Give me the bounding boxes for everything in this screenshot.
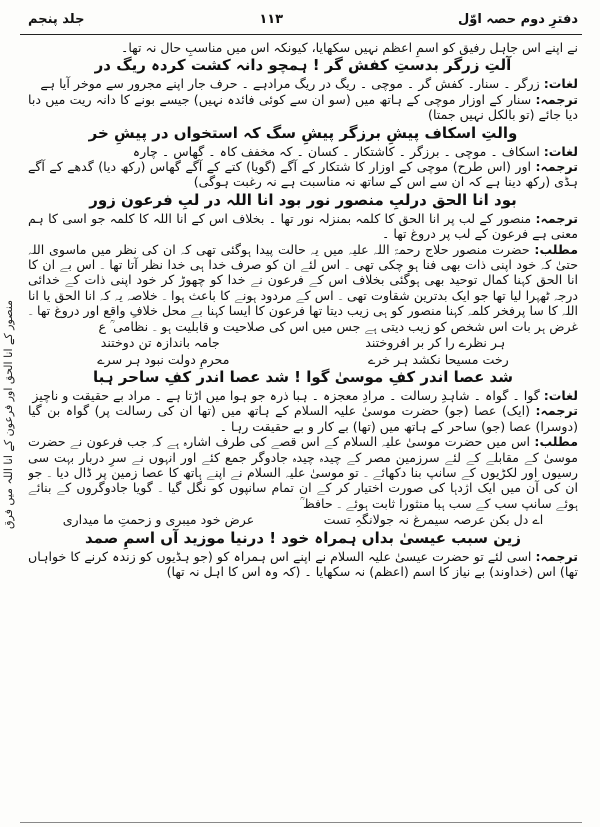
verse-line: بود انا الحق درلبِ منصور نور بود انا اللہ در لبِ فرعون زور: [89, 190, 517, 209]
paragraph-text: اسکاف ۔ موچی ۔ برزگر ۔ کاشتکار ۔ کسان ۔ کہ مخفف کاہ ۔ گھاس ۔ چارہ: [132, 143, 540, 159]
paragraph-text: نے اپنے اس جاہل رفیق کو اسمِ اعظم نہیں سکھایا، کیونکہ اس میں مناسبِ حال نہ تھا۔: [120, 40, 578, 55]
paragraph: [28, 242, 578, 334]
paragraph-label: ترجمہ:: [535, 159, 578, 175]
page-number: ۱۱۳: [259, 11, 284, 27]
paragraph: [28, 40, 578, 55]
paragraph-label: ترجمہ:: [535, 403, 578, 419]
couplet: [28, 335, 578, 350]
header-rule: [20, 34, 582, 35]
verse-line: آلتِ زرگر بدستِ کفش گر ! ہمچو دانہ کشت کردہ ریگ در: [94, 56, 512, 75]
paragraph-label: ترجمہ:: [535, 548, 578, 564]
couplet-right-hemistich: ہر نظرے را کر بر افروختند: [365, 335, 506, 351]
paragraph-text: منصور کے لب پر انا الحق کا کلمہ بمنزلہ نور تھا ۔ بخلاف اس کے انا اللہ کا کلمہ جو اسی کا ہم معنی ہے فرعون کے لب پر دروغ تھا ۔: [28, 210, 578, 242]
paragraph-text: گوا ۔ گواہ ۔ شاہدِ رسالت ۔ مرادِ معجزہ ۔ ہبا ذرہ جو ہوا میں اڑتا ہے ۔ مراد بے حقیقت و ناچیز: [32, 387, 540, 403]
paragraph-label: لغات:: [543, 143, 578, 159]
paragraph: [28, 549, 578, 580]
paragraph-label: ترجمہ:: [535, 91, 578, 107]
paragraph: [28, 76, 578, 91]
margin-note: منصور کے انا الحق اور فرعون کے انا اللہ میں فرق: [2, 300, 15, 529]
paragraph-text: حضرت منصور حلاج رحمۃ اللہ علیہ میں یہ حالت پیدا ہوگئی تھی کہ ان کی نظر میں ماسوی اللہ حتیٰ کہ خود اپنی ذات بھی فنا ہو چکی تھی ۔ اس لئے ان کو صرف خدا ہی خدا نظر آتا تھا ۔ اس بے ان کا انا الحق کہنا کمال توحید بھی ہوگئی بخلاف اس کے فرعون نے خدا کو چھوڑ کر خود اپنی ذات کے خدائی درجہ ٹھہرا لیا تھا جو ایک بدترین شقاوت تھی ۔ اس کے مردود ہونے کا باعث ہوا ۔ خلاصہ یہ کہ انا الحق یا انا اللہ کا سا پرفخر کلمہ کہنا منصور کو ہی زیب دیتا تھا فرعون کا ایسا کہنا بے محل خلافِ واقع اور دروغ تھا ۔ غرض ہر بات اس شخص کو زیب دیتی ہے جس میں اس کی صلاحیت و قابلیت ہو ۔ نظامی ؒ ع: [28, 241, 578, 334]
paragraph: [28, 144, 578, 159]
couplet-right-hemistich: رخت مسیحا نکشد ہر خرے: [367, 351, 509, 367]
paragraph-text: (ایک) عصا (جو) حضرت موسیٰ علیہ السلام کے ہاتھ میں (تھا ان کی رسالت پر) گواہ بن گیا (دوسرا) عصا (جو) ساحر کے ہاتھ میں (تھا) بے کار و بے حقیقت رہا ۔: [28, 403, 578, 434]
paragraph-label: مطلب:: [534, 434, 578, 450]
couplet-left-hemistich: محرمِ دولت نبود ہر سرے: [97, 351, 230, 367]
paragraph-text: اس میں حضرت موسیٰ علیہ السلام کے اس قصے کی طرف اشارہ ہے کہ جب فرعون نے حضرت موسیٰ کے مقابلے کے لئے سرزمین مصر کے چیدہ چیدہ جادوگر جمع کئے اور انہوں نے سرِ دربار بہت سی رسیوں اور لکڑیوں کے سانپ بنا دکھائے ۔ تو موسیٰ علیہ السلام نے اپنے ہاتھ کا عصا زمین پر ڈال دیا ۔ جو ان کی آن میں ایک اژدہا کی صورت اختیار کر کے ان تمام سانپوں کو نگل گیا ۔ گویا جادوگروں کے بنائے ہوئے سانپ سب کے سب ہبا منثورا ثابت ہوئے ۔ حافظ ؒ: [28, 434, 578, 511]
running-header: [28, 6, 578, 32]
paragraph: [28, 211, 578, 242]
paragraph: [28, 434, 578, 511]
header-left-title: جلد پنجم: [28, 11, 85, 27]
footer-rule: [20, 822, 582, 823]
verse-line: شد عصا اندر کفِ موسیٰ گوا ! شد عصا اندر کفِ ساحر ہبا: [93, 367, 513, 386]
paragraph-label: لغات:: [543, 76, 578, 92]
paragraph: [28, 159, 578, 190]
paragraph: [28, 388, 578, 403]
verse-line: والتِ اسکاف پیشِ برزگر پیشِ سگ کہ استخواں در پیشِ خر: [88, 123, 518, 142]
couplet: [28, 512, 578, 527]
paragraph: [28, 403, 578, 434]
paragraph-label: لغات:: [543, 387, 578, 403]
verse-line: زین سبب عیسیٰ بداں ہمراہ خود ! درنیا موزید آں اسمِ صمد: [84, 528, 522, 547]
paragraph: [28, 92, 578, 123]
couplet-left-hemistich: جامہ باندازہ تن دوختند: [100, 335, 220, 351]
page-body: [28, 40, 578, 821]
couplet: [28, 352, 578, 367]
header-right-title: دفترِ دوم حصہ اوّل: [457, 11, 578, 27]
paragraph-text: اسی لئے تو حضرت عیسیٰ علیہ السلام نے اپنے اس ہمراہ کو (جو ہڈیوں کو زندہ کرنے کا خواہاں تھا) اس (خداوند) بے نیاز کا اسم (اعظم) نہ سکھایا ۔ (کہ وہ اس کا اہل نہ تھا): [28, 548, 578, 579]
paragraph-label: مطلب:: [534, 241, 578, 257]
paragraph-text: اور (اس طرح) موچی کے اوزار کا شتکار کے آگے (گویا) کتے کے آگے گھاس (رکھ دیا) گدھے کے آگے ہڈی (رکھ دینا ہے کہ ان سے اس کے ساتھ نہ مناسبت ہے نہ رغبت ہوگی): [28, 159, 578, 190]
couplet-left-hemistich: عرض خود میبری و زحمتِ ما میداری: [62, 512, 255, 528]
paragraph-label: ترجمہ:: [535, 210, 578, 226]
couplet-right-hemistich: اے دل بکن عرصہ سیمرغ نہ جولانگہِ تست: [323, 512, 544, 528]
paragraph-text: زرگر ۔ سنار۔ کفش گر ۔ موچی ۔ ریگ در ریگ مرادہے ۔ حرف جار اپنے مجرور سے موخر آیا ہے: [40, 76, 540, 92]
paragraph-text: سنار کے اوزار موچی کے ہاتھ میں (سو ان سے کوئی فائدہ نہیں) جیسے بونے کا دانہ ریت میں دبا دیا جائے (تو بالکل نہیں جمتا): [28, 91, 578, 123]
